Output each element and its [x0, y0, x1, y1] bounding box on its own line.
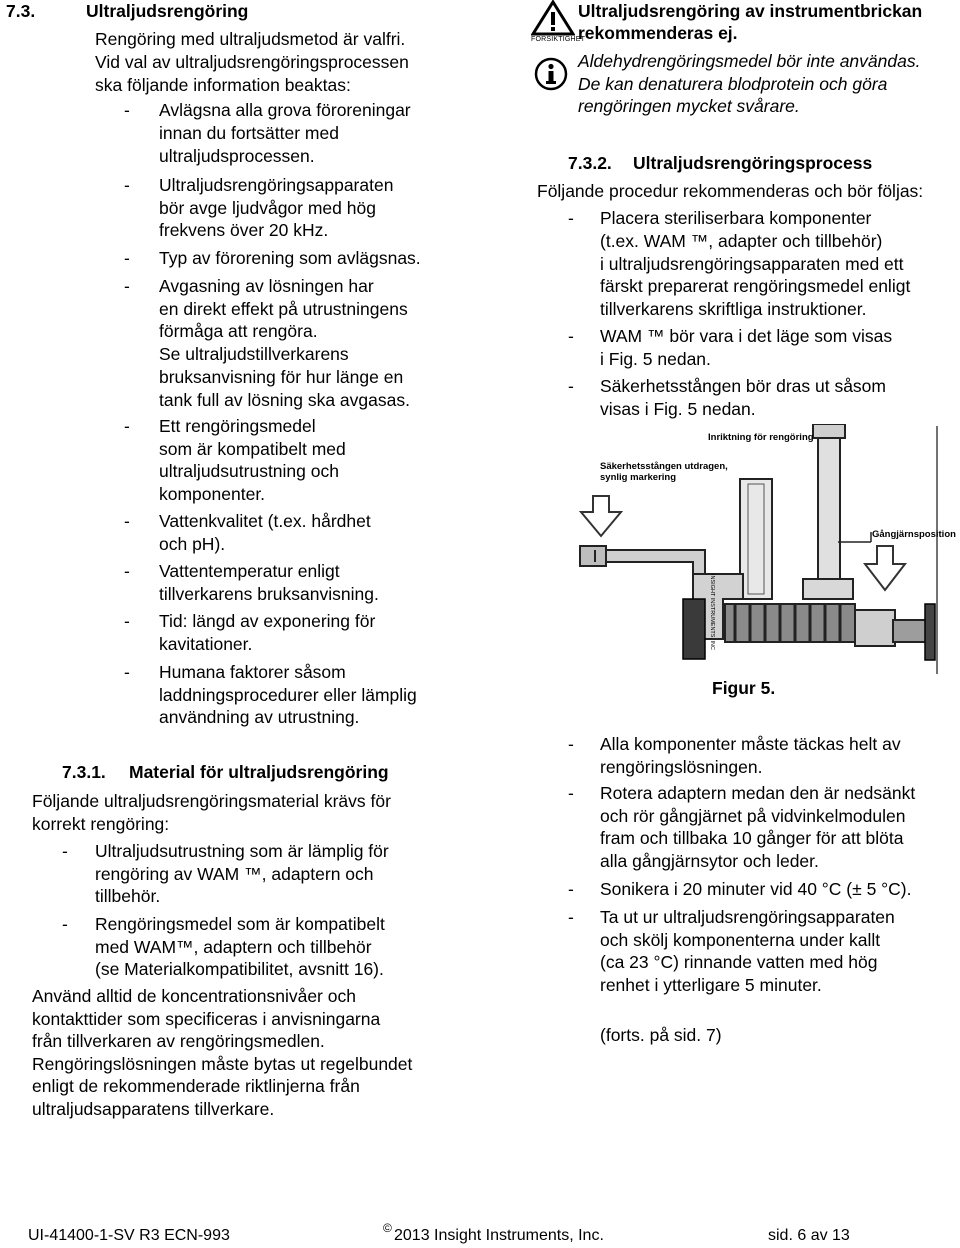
list-item-text: Ta ut ur ultraljudsrengöringsapparaten och skölj komponenterna under kallt (ca 23 °C) rinnande vatten med hög renhet i ytterligare 5 minuter.	[600, 907, 895, 996]
subsection-intro: Följande procedur rekommenderas och bör följas:	[537, 181, 924, 201]
bullet-dash: -	[568, 783, 574, 803]
subsection-intro: Följande ultraljudsrengöringsmaterial krävs för korrekt rengöring:	[32, 791, 391, 834]
bullet-dash: -	[568, 879, 574, 899]
figure-engraving-text: INSIGHT INSTRUMENTS, INC	[709, 574, 715, 650]
bullet-dash: -	[62, 841, 68, 861]
list-item-text: Tid: längd av exponering för kavitationer.	[159, 611, 376, 654]
warning-label: FÖRSIKTIGHET	[531, 36, 586, 43]
list-item-text: Rotera adaptern medan den är nedsänkt och rör gångjärnet på vidvinkelmodulen fram och tillbaka 10 gånger för att blöta alla gångjärnsytor och leder.	[600, 783, 916, 872]
list-item-text: Ultraljudsutrustning som är lämplig för rengöring av WAM ™, adaptern och tillbehör.	[95, 841, 389, 906]
footer-copyright: 2013 Insight Instruments, Inc.	[394, 1227, 604, 1244]
bullet-dash: -	[568, 326, 574, 346]
list-item-text: Ett rengöringsmedel som är kompatibelt med ultraljudsutrustning och komponenter.	[159, 416, 346, 504]
intro-line: Rengöring med ultraljudsmetod är valfri.	[95, 29, 406, 49]
bullet-dash: -	[124, 175, 130, 195]
figure-label-direction: Inriktning för rengöring	[708, 432, 814, 443]
copyright-symbol: ©	[383, 1221, 392, 1235]
bullet-dash: -	[568, 376, 574, 396]
bullet-dash: -	[124, 611, 130, 631]
intro-paragraph: Vid val av ultraljudsrengöringsprocessen ska följande information beaktas:	[95, 52, 409, 95]
bullet-dash: -	[124, 248, 130, 268]
figure-label-hinge: Gångjärnsposition	[872, 529, 956, 540]
figure-caption: Figur 5.	[712, 678, 776, 698]
list-item-text: WAM ™ bör vara i det läge som visas i Fig. 5 nedan.	[600, 326, 893, 369]
footer-page-number: sid. 6 av 13	[768, 1227, 850, 1244]
list-item-text: Vattenkvalitet (t.ex. hårdhet och pH).	[159, 511, 371, 554]
warning-text: Ultraljudsrengöring av instrumentbrickan rekommenderas ej.	[578, 1, 923, 43]
bullet-dash: -	[62, 914, 68, 934]
subsection-number: 7.3.2.	[568, 153, 612, 173]
subsection-title: Ultraljudsrengöringsprocess	[633, 153, 873, 173]
list-item-text: Alla komponenter måste täckas helt av rengöringslösningen.	[600, 734, 901, 777]
bullet-dash: -	[124, 561, 130, 581]
list-item-text: Rengöringsmedel som är kompatibelt med WAM™, adaptern och tillbehör (se Materialkompatibilitet, avsnitt 16).	[95, 914, 385, 979]
bullet-dash: -	[124, 511, 130, 531]
list-item-text: Vattentemperatur enligt tillverkarens bruksanvisning.	[159, 561, 379, 604]
bullet-dash: -	[124, 276, 130, 296]
figure-label-safety-bar: Säkerhetsstången utdragen, synlig markering	[600, 461, 728, 483]
subsection-title: Material för ultraljudsrengöring	[129, 762, 389, 782]
list-item-text: Avlägsna alla grova föroreningar innan du fortsätter med ultraljudsprocessen.	[159, 100, 411, 166]
subsection-number: 7.3.1.	[62, 762, 106, 782]
list-item-text: Säkerhetsstången bör dras ut såsom visas i Fig. 5 nedan.	[600, 376, 886, 419]
bullet-dash: -	[124, 662, 130, 682]
section-number: 7.3.	[6, 1, 36, 21]
list-item-text: Placera steriliserbara komponenter (t.ex. WAM ™, adapter och tillbehör) i ultraljudsrengöringsapparaten med ett färskt preparerat rengöringsmedel enligt tillverkarens skriftliga instruktioner.	[600, 208, 911, 320]
bullet-dash: -	[568, 907, 574, 927]
list-item-text: Ultraljudsrengöringsapparaten bör avge ljudvågor med hög frekvens över 20 kHz.	[159, 175, 394, 240]
figure-5	[575, 424, 960, 680]
list-item-text: Sonikera i 20 minuter vid 40 °C (± 5 °C).	[600, 879, 912, 899]
bullet-dash: -	[124, 416, 130, 436]
section-title: Ultraljudsrengöring	[86, 1, 249, 21]
bullet-dash: -	[124, 100, 130, 120]
list-item-text: Humana faktorer såsom laddningsprocedurer eller lämplig användning av utrustning.	[159, 662, 417, 727]
bullet-dash: -	[568, 208, 574, 228]
info-text: Aldehydrengöringsmedel bör inte användas. De kan denaturera blodprotein och göra rengöringen mycket svårare.	[578, 51, 921, 116]
bullet-dash: -	[568, 734, 574, 754]
continued-note: (forts. på sid. 7)	[600, 1025, 722, 1045]
list-item-text: Avgasning av lösningen har en direkt effekt på utrustningens förmåga att rengöra. Se ultraljudstillverkarens bruksanvisning för hur länge en tank full av lösning ska avgasas.	[159, 276, 410, 410]
footer-document-id: UI-41400-1-SV R3 ECN-993	[28, 1227, 230, 1244]
closing-paragraph: Använd alltid de koncentrationsnivåer och kontakttider som specificeras i anvisningarna från tillverkaren av rengöringsmedlen. Rengöringslösningen måste bytas ut regelbundet enligt de rekommenderade riktlinjerna från ultraljudsapparatens tillverkare.	[32, 986, 413, 1119]
list-item-text: Typ av förorening som avlägsnas.	[159, 248, 421, 268]
info-icon	[534, 57, 568, 91]
